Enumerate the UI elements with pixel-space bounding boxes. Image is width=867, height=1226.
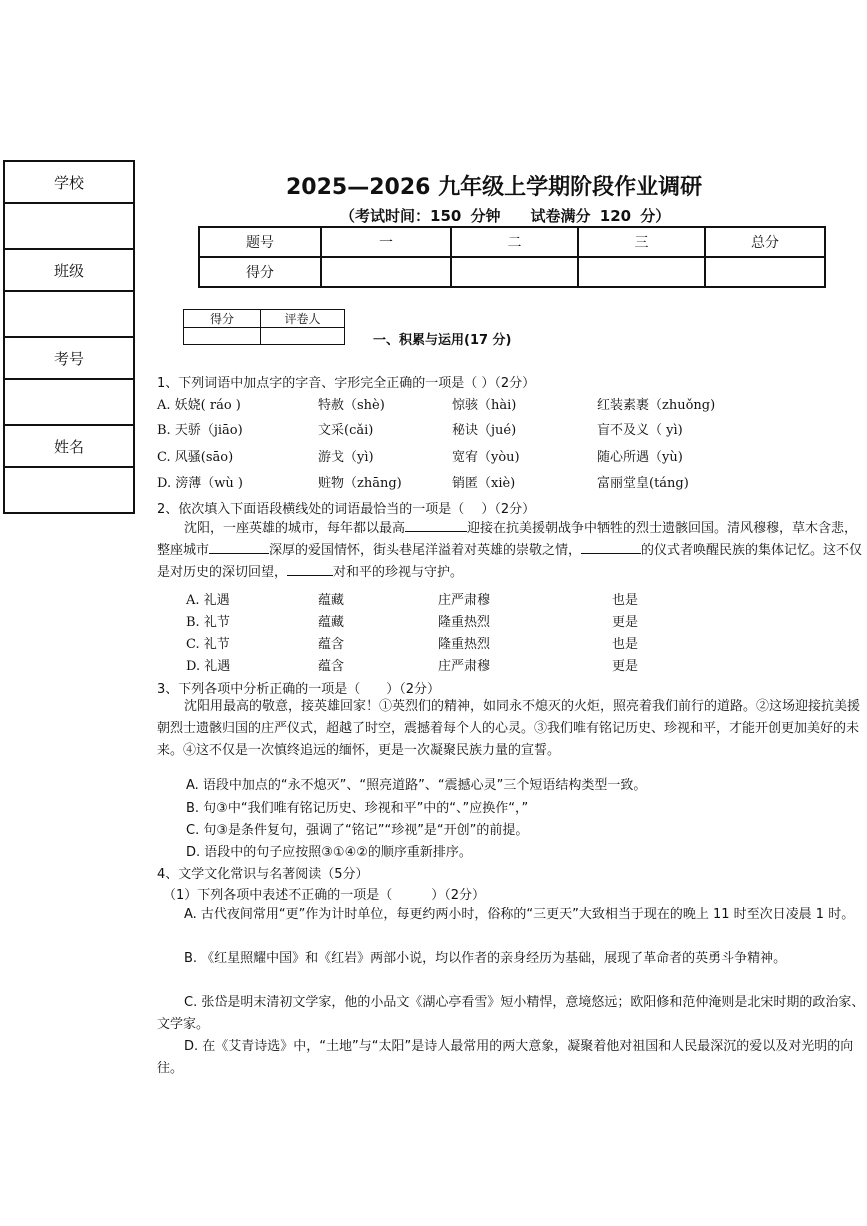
q3-passage: 沈阳用最高的敬意，接英雄回家！①英烈们的精神，如同永不熄灭的火炬，照亮着我们前行的道路。②这场迎接抗美援朝烈士遗骸归国的庄严仪式，超越了时空，震撼着每个人的心灵。③我们唯有铭记历史、珍视和平，才能开创更加美好的未来。④这不仅是一次慎终追远的缅怀，更是一次凝聚民族力量的宣誓。 <box>157 699 861 758</box>
q1-option: B. 天骄（jiāo) <box>157 423 243 438</box>
q1-option: 游戈（yì) <box>318 450 374 465</box>
score-cell[interactable] <box>451 257 578 287</box>
score-row-label: 得分 <box>199 257 321 287</box>
q2-passage-text: 深厚的爱国情怀，街头巷尾洋溢着对英雄的崇敬之情， <box>269 543 582 558</box>
q2-option: 蕴含 <box>318 637 345 652</box>
section-1-title: 一、积累与运用(17 分) <box>373 333 512 348</box>
q1-option: 红装素裹（zhuǒng) <box>597 398 716 413</box>
q2-blank[interactable] <box>287 563 333 576</box>
score-cell[interactable] <box>705 257 825 287</box>
q2-option: 蕴含 <box>318 659 345 674</box>
q2-option: 也是 <box>612 593 639 608</box>
q2-passage-text: 的仪式者唤醒民族的集体记忆。这不仅是对历史的深切回望， <box>157 543 863 580</box>
q2-option: 也是 <box>612 637 639 652</box>
q1-option: 特赦（shè) <box>318 398 385 413</box>
q1-option: 销匿（xiè) <box>452 476 516 491</box>
exam-no-field[interactable] <box>5 380 133 426</box>
q3-option: B. 句③中“我们唯有铭记历史、珍视和平”中的“、”应换作“，” <box>186 801 529 816</box>
q1-option: 秘诀（jué) <box>452 423 517 438</box>
grader-label: 评卷人 <box>261 310 345 328</box>
q2-option: 更是 <box>612 615 639 630</box>
score-header-cell: 题号 <box>199 227 321 257</box>
q1-option: C. 风骚(sāo) <box>157 450 234 465</box>
grader-name-cell[interactable] <box>261 328 345 345</box>
q4-stem: 4、文学文化常识与名著阅读（5分） <box>157 867 369 882</box>
class-label: 班级 <box>5 250 133 292</box>
name-field[interactable] <box>5 468 133 512</box>
q1-option: 赃物（zhāng) <box>318 476 402 491</box>
school-field[interactable] <box>5 204 133 250</box>
q2-blank[interactable] <box>209 541 269 554</box>
q2-passage <box>157 518 867 584</box>
name-label: 姓名 <box>5 426 133 468</box>
q2-option: 更是 <box>612 659 639 674</box>
q2-passage-text: 对和平的珍视与守护。 <box>333 565 464 580</box>
q2-option: B. 礼节 <box>186 615 230 630</box>
q1-option: A. 妖娆( ráo ) <box>157 398 241 413</box>
q4-option: B. 《红星照耀中国》和《红岩》两部小说，均以作者的亲身经历为基础，展现了革命者的英勇斗争精神。 <box>184 951 787 966</box>
score-table <box>198 226 826 288</box>
exam-subtitle: （考试时间：150 分钟 试卷满分 120 分） <box>340 207 671 225</box>
class-field[interactable] <box>5 292 133 338</box>
q2-option: D. 礼遇 <box>186 659 231 674</box>
score-header-cell: 三 <box>578 227 705 257</box>
q1-option: D. 滂薄（wù ) <box>157 476 243 491</box>
q1-option: 富丽堂皇(táng) <box>597 476 689 491</box>
grader-score-cell[interactable] <box>184 328 261 345</box>
q2-stem: 2、依次填入下面语段横线处的词语最恰当的一项是（ ）（2分） <box>157 502 536 517</box>
q2-option: 蕴藏 <box>318 615 345 630</box>
q1-stem: 1、下列词语中加点字的字音、字形完全正确的一项是（ ）（2分） <box>157 376 536 391</box>
q2-option: 庄严肃穆 <box>438 659 491 674</box>
q1-option: 随心所遇（yù) <box>597 450 683 465</box>
student-info-box <box>3 160 135 514</box>
score-cell[interactable] <box>321 257 451 287</box>
exam-no-label: 考号 <box>5 338 133 380</box>
q2-blank[interactable] <box>405 519 467 532</box>
q2-option: C. 礼节 <box>186 637 230 652</box>
q1-option: 宽宥（yòu) <box>452 450 520 465</box>
q2-passage-text: 迎接在抗美援朝战争中牺牲的烈士遗骸回国。清风穆穆，草木含悲，整座城市 <box>157 521 858 558</box>
q2-option: 庄严肃穆 <box>438 593 491 608</box>
score-header-cell: 总分 <box>705 227 825 257</box>
q1-option: 文采(cǎi) <box>318 423 374 438</box>
q1-option: 盲不及义（ yì) <box>597 423 683 438</box>
q3-option: A. 语段中加点的“永不熄灭”、“照亮道路”、“震撼心灵”三个短语结构类型一致。 <box>186 778 647 793</box>
q4-option: D. 在《艾青诗选》中，“土地”与“太阳”是诗人最常用的两大意象，凝聚着他对祖国和人民最深沉的爱以及对光明的向往。 <box>157 1039 854 1076</box>
q2-option: 隆重热烈 <box>438 637 491 652</box>
score-cell[interactable] <box>578 257 705 287</box>
q2-passage-text: 沈阳，一座英雄的城市，每年都以最高 <box>184 521 406 536</box>
grader-score-label: 得分 <box>184 310 261 328</box>
q3-option: C. 句③是条件复句，强调了“铭记”“珍视”是“开创”的前提。 <box>186 823 529 838</box>
score-header-cell: 一 <box>321 227 451 257</box>
score-table-score-row <box>199 257 825 287</box>
q2-option: 蕴藏 <box>318 593 345 608</box>
score-header-cell: 二 <box>451 227 578 257</box>
score-table-header-row <box>199 227 825 257</box>
q4-option: A. 古代夜间常用“更”作为计时单位，每更约两小时，俗称的“三更天”大致相当于现在的晚上 11 时至次日凌晨 1 时。 <box>184 907 855 922</box>
q2-blank[interactable] <box>581 541 641 554</box>
q4-option: C. 张岱是明末清初文学家，他的小品文《湖心亭看雪》短小精悍，意境悠远；欧阳修和范仲淹则是北宋时期的政治家、文学家。 <box>157 995 865 1032</box>
q2-option: A. 礼遇 <box>186 593 230 608</box>
school-label: 学校 <box>5 162 133 204</box>
exam-title: 2025—2026 九年级上学期阶段作业调研 <box>286 175 703 200</box>
q2-option: 隆重热烈 <box>438 615 491 630</box>
q3-stem: 3、下列各项中分析正确的一项是（ ）（2分） <box>157 682 441 697</box>
q4-sub1-stem: （1）下列各项中表述不正确的一项是（ ）（2分） <box>163 888 486 903</box>
grader-table <box>183 309 345 345</box>
q3-option: D. 语段中的句子应按照③①④②的顺序重新排序。 <box>186 845 472 860</box>
q1-option: 惊骇（hài) <box>452 398 517 413</box>
